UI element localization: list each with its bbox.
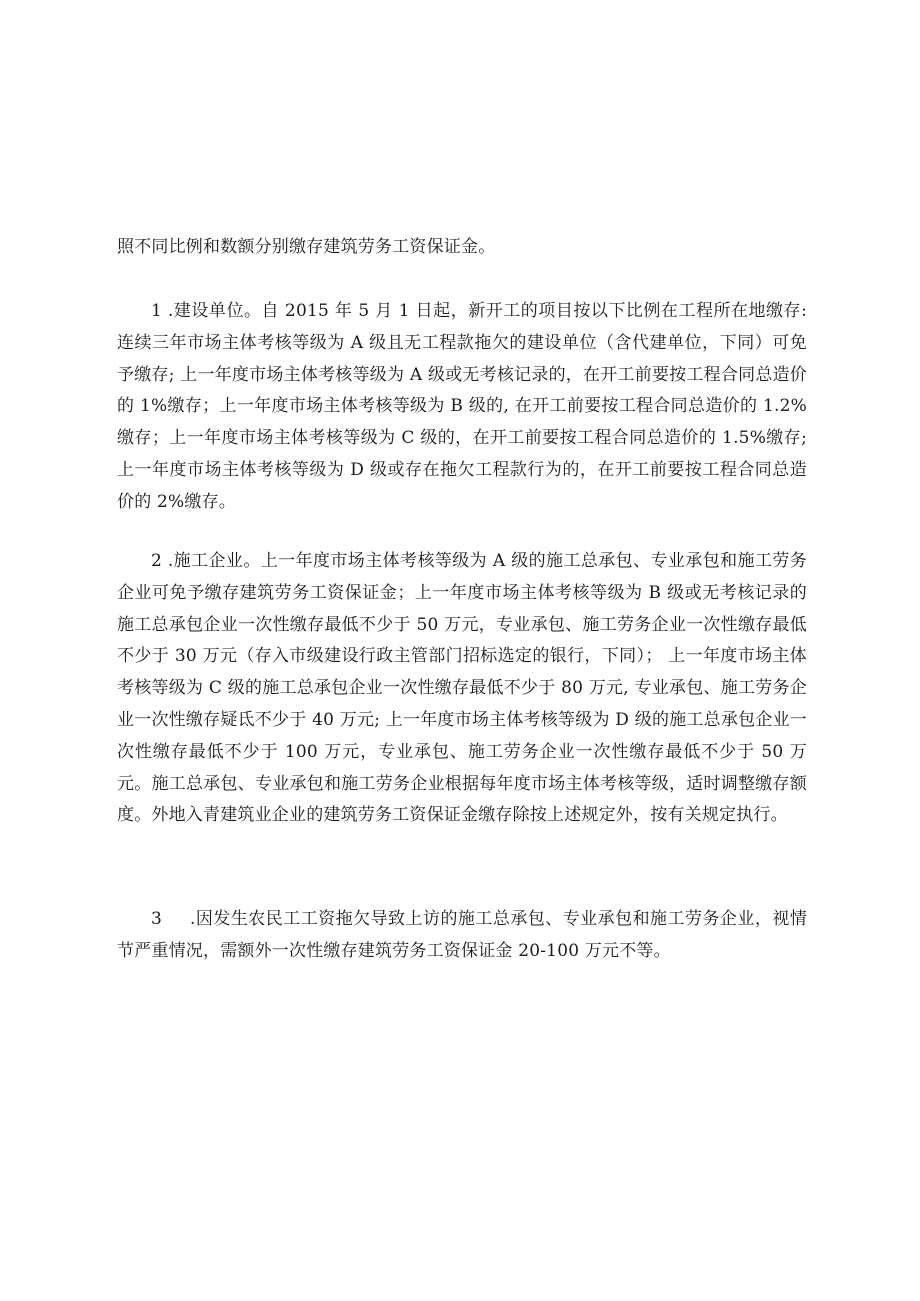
item-number: 1 — [151, 301, 163, 321]
paragraph-item-3 — [117, 904, 807, 968]
paragraph-text: .因发生农民工工资拖欠导致上访的施工总承包、专业承包和施工劳务企业，视情节严重情况，需额外一次性缴存建筑劳务工资保证金 20-100 万元不等。 — [117, 909, 807, 961]
paragraph-item-1 — [117, 296, 807, 519]
item-number: 2 — [151, 551, 163, 571]
paragraph-text: .施工企业。上一年度市场主体考核等级为 A 级的施工总承包、专业承包和施工劳务企业可免予缴存建筑劳务工资保证金；上一年度市场主体考核等级为 B 级或无考核记录的施工总承包企业一次性缴存最低不少于 50 万元，专业承包、施工劳务企业一次性缴存最低不少于 30 万元（存入市级建设行政主管部门招标选定的银行，下同）； 上一年度市场主体考核等级为 C 级的施工总承包企业一次性缴存最低不少于 80 万元, 专业承包、施工劳务企业一次性缴存疑氐不少于 40 万元; 上一年度市场主体考核等级为 D 级的施工总承包企业一次性缴存最低不少于 100 万元，专业承包、施工劳务企业一次性缴存最低不少于 50 万元。施工总承包、专业承包和施工劳务企业根据每年度市场主体考核等级，适时调整缴存额度。外地入青建筑业企业的建筑劳务工资保证金缴存除按上述规定外，按有关规定执行。 — [117, 551, 807, 826]
paragraph-text: 照不同比例和数额分别缴存建筑劳务工资保证金。 — [117, 237, 496, 257]
item-number: 3 — [151, 909, 163, 929]
paragraph-item-2 — [117, 546, 807, 832]
paragraph-continuation — [117, 232, 807, 264]
paragraph-text: .建设单位。自 2015 年 5 月 1 日起，新开工的项目按以下比例在工程所在地缴存: 连续三年市场主体考核等级为 A 级且无工程款拖欠的建设单位（含代建单位，下同）可免予缴存; 上一年度市场主体考核等级为 A 级或无考核记录的，在开工前要按工程合同总造价的 1%缴存；上一年度市场主体考核等级为 B 级的, 在开工前要按工程合同总造价的 1.2%缴存；上一年度市场主体考核等级为 C 级的，在开工前要按工程合同总造价的 1.5%缴存; 上一年度市场主体考核等级为 D 级或存在拖欠工程款行为的，在开工前要按工程合同总造价的 2%缴存。 — [117, 301, 808, 512]
